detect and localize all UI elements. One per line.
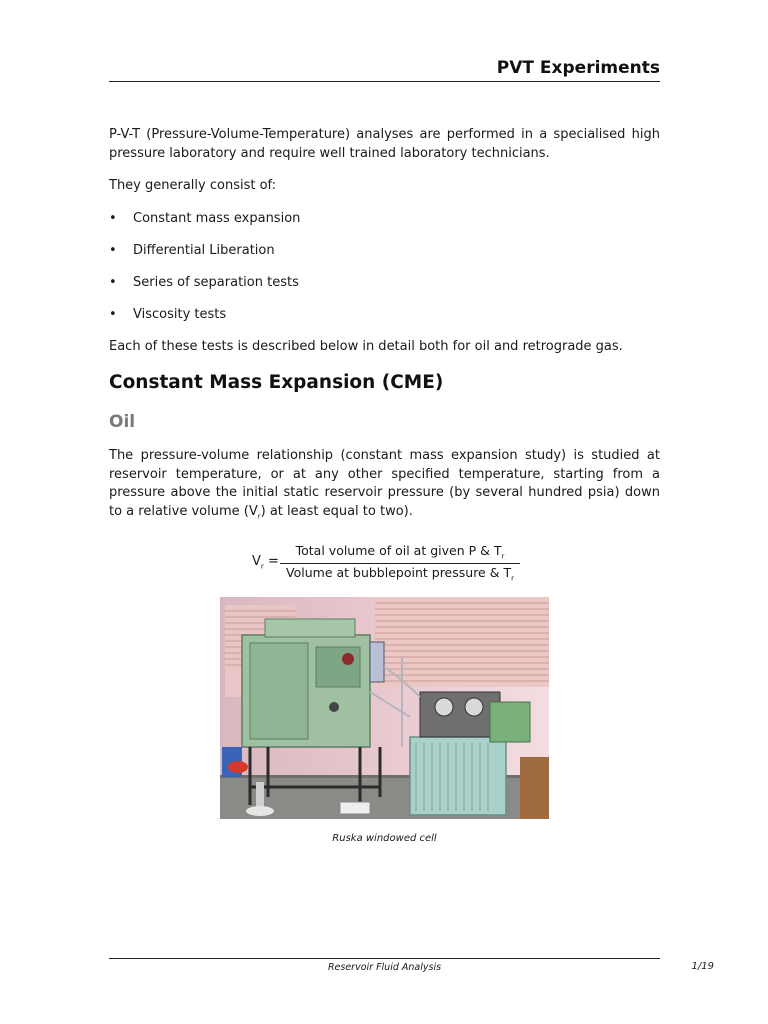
list-item xyxy=(109,306,660,325)
oven-cabinet xyxy=(242,619,384,747)
list-item xyxy=(109,274,660,293)
cme-description-text: The pressure-volume relationship (constant mass expansion study) is studied at reservoir temperature, or at any other specified temperature, starting from a pressure above the initial static reservoir pressure (by several hundred psia) down to a relative volume (V xyxy=(109,448,660,519)
equation-numerator-text: Total volume of oil at given P & T xyxy=(295,543,502,558)
cme-description xyxy=(109,447,660,526)
equation-fraction xyxy=(280,543,520,582)
list-item-label: Series of separation tests xyxy=(133,274,299,290)
list-item xyxy=(109,242,660,261)
page-number: 1/19 xyxy=(691,961,714,972)
figure-caption: Ruska windowed cell xyxy=(332,833,437,844)
bullet-icon: • xyxy=(109,242,117,258)
equation-denominator-text: Volume at bubblepoint pressure & T xyxy=(286,564,512,580)
footer-rule xyxy=(109,958,660,959)
equation-numerator-subscript: r xyxy=(501,552,505,561)
list-item xyxy=(109,210,660,229)
equation-equals: = xyxy=(267,554,279,569)
list-item-label: Constant mass expansion xyxy=(133,210,301,226)
equation-lhs xyxy=(252,554,279,571)
intro-paragraph: P-V-T (Pressure-Volume-Temperature) analyses are performed in a specialised high pressure laboratory and require well trained laboratory technicians. xyxy=(109,127,660,161)
sub-heading: Oil xyxy=(109,411,136,432)
list-item-label: Differential Liberation xyxy=(133,242,275,258)
bullet-icon: • xyxy=(109,274,117,290)
equation-denominator-subscript: r xyxy=(511,574,514,582)
test-list xyxy=(109,210,660,325)
main-content xyxy=(109,126,660,540)
intro-closing: Each of these tests is described below in detail both for oil and retrograde gas. xyxy=(109,338,623,354)
intro-lead-in: They generally consist of: xyxy=(109,178,277,193)
cme-description-text-end: ) at least equal to two). xyxy=(260,503,413,519)
equation-fraction-bar xyxy=(280,563,520,564)
bullet-icon: • xyxy=(109,306,117,322)
section-heading: Constant Mass Expansion (CME) xyxy=(109,372,444,393)
page-header-title: PVT Experiments xyxy=(496,58,660,78)
ruska-cell-photo xyxy=(220,597,549,819)
equation-lhs-subscript: r xyxy=(260,562,264,571)
list-item-label: Viscosity tests xyxy=(133,306,227,322)
equation-denominator xyxy=(280,565,520,583)
header-rule xyxy=(109,81,660,82)
footer-title: Reservoir Fluid Analysis xyxy=(327,962,442,973)
bullet-icon: • xyxy=(109,210,117,226)
equation-lhs-symbol: V xyxy=(252,554,261,569)
cme-description-subscript: r xyxy=(257,512,261,521)
equation-numerator xyxy=(280,543,520,561)
